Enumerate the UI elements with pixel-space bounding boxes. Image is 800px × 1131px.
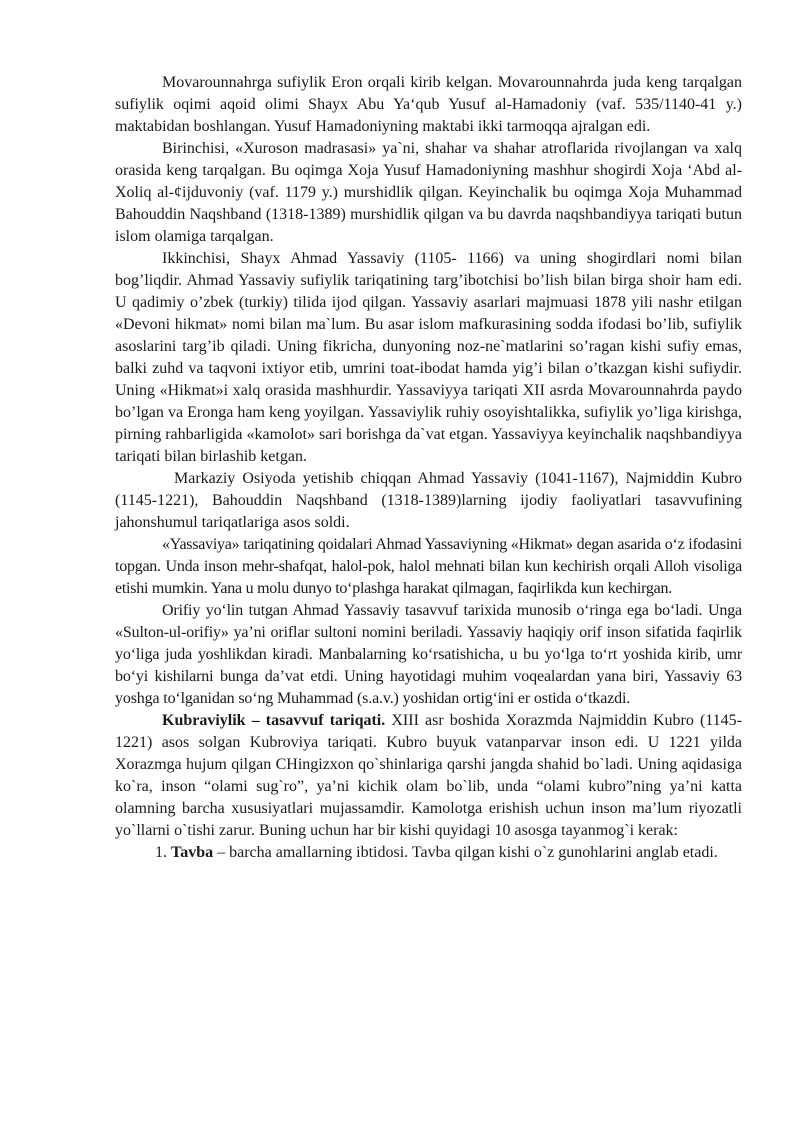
paragraph-central-asia-masters: Markaziy Osiyoda yetishib chiqqan Ahmad Yassaviy (1041-1167), Najmiddin Kubro (1145-1221), Bahouddin Naqshband (1318-1389)larning ijodiy faoliyatlari tasavvufining jahonshumul tariqatlariga asos soldi. xyxy=(115,470,742,531)
paragraph-first-branch: Birinchisi, «Xuroson madrasasi» ya`ni, shahar va shahar atroflarida rivojlangan va xalq orasida keng tarqalgan. Bu oqimga Xoja Yusuf Hamadoniyning mashhur shogirdi Xoja ‘Abd al-Xoliq al-¢ijduvoniy (vaf. 1179 y.) murshidlik qilgan. Keyinchalik bu oqimga Xoja Muhammad Bahouddin Naqshband (1318-1389) murshidlik qilgan va bu davrda naqshbandiyya tariqati butun islom olamiga tarqalgan. xyxy=(115,140,742,245)
paragraph-yassaviya-rules: «Yassaviya» tariqatining qoidalari Ahmad Yassaviyning «Hikmat» degan asarida o‘z ifodasini topgan. Unda inson mehr-shafqat, halol-pok, halol mehnati bilan kun kechirish orqali Alloh visoliga etishi mumkin. Yana u molu dunyo to‘plashga harakat qilmagan, faqirlikda kun kechirgan. xyxy=(115,536,742,597)
tavba-term: Tavba xyxy=(171,844,214,861)
list-item-number: 1. xyxy=(155,844,167,861)
list-item-tavba xyxy=(115,842,742,864)
paragraph-orifiy-path: Orifiy yo‘lin tutgan Ahmad Yassaviy tasavvuf tarixida munosib o‘ringa ega bo‘ladi. Unga «Sulton-ul-orifiy» ya’ni oriflar sultoni nomini beriladi. Yassaviy haqiqiy orif inson sifatida faqirlik yo‘liga juda yoshlikdan kiradi. Manbalarning ko‘rsatishicha, u bu yo‘lga to‘rt yoshida kirib, umr bo‘yi kishilarni bunga da’vat etdi. Uning hayotidagi muhim voqealardan yana biri, Yassaviy 63 yoshga to‘lganidan so‘ng Muhammad (s.a.v.) yoshidan ortig‘ini er ostida o‘tkazdi. xyxy=(115,602,742,707)
tavba-definition: – barcha amallarning ibtidosi. Tavba qilgan kishi o`z gunohlarini anglab etadi. xyxy=(213,844,718,861)
paragraph-sufism-origin: Movarounnahrga sufiylik Eron orqali kirib kelgan. Movarounnahrda juda keng tarqalgan sufiylik oqimi aqoid olimi Shayx Abu Ya‘qub Yusuf al-Hamadoniy (vaf. 535/1140-41 y.) maktabidan boshlangan. Yusuf Hamadoniyning maktabi ikki tarmoqqa ajralgan edi. xyxy=(115,74,742,135)
kubraviylik-heading: Kubraviylik – tasavvuf tariqati. xyxy=(162,712,386,729)
document-page xyxy=(115,72,742,864)
paragraph-kubraviylik xyxy=(115,710,742,842)
paragraph-second-branch: Ikkinchisi, Shayx Ahmad Yassaviy (1105- 1166) va uning shogirdlari nomi bilan bog’liqdir. Ahmad Yassaviy sufiylik tariqatining targ’ibotchisi bo’lish bilan birga shoir ham edi. U qadimiy o’zbek (turkiy) tilida ijod qilgan. Yassaviy asarlari majmuasi 1878 yili nashr etilgan «Devoni hikmat» nomi bilan ma`lum. Bu asar islom mafkurasining sodda ifodasi bo’lib, sufiylik asoslarini targ’ib qiladi. Uning fikricha, dunyoning noz-ne`matlarini so’ragan kishi sufiy emas, balki zuhd va taqvoni ixtiyor etib, umrini toat-ibodat hamda yig’i bilan o’tkazgan kishi sufiydir. Uning «Hikmat»i xalq orasida mashhurdir. Yassaviyya tariqati XII asrda Movarounnahrda paydo bo’lgan va Eronga ham keng yoyilgan. Yassaviylik ruhiy osoyishtalikka, sufiylik yo’liga kirishga, pirning rahbarligida «kamolot» sari borishga da`vat etgan. Yassaviyya keyinchalik naqshbandiyya tariqati bilan birlashib ketgan. xyxy=(115,250,742,465)
kubraviylik-body: XIII asr boshida Xorazmda Najmiddin Kubro (1145-1221) asos solgan Kubroviya tariqati. Kubro buyuk vatanparvar inson edi. U 1221 yilda Xorazmga hujum qilgan CHingizxon qo`shinlariga qarshi jangda shahid bo`ladi. Uning aqidasiga ko`ra, inson “olami sug`ro”, ya’ni kichik olam bo`lib, unda “olami kubro”ning ya’ni katta olamning barcha xususiyatlari mujassamdir. Kamolotga erishish uchun inson ma’lum riyozatli yo`llarni o`tishi zarur. Buning uchun har bir kishi quyidagi 10 asosga tayanmog`i kerak: xyxy=(115,712,743,839)
